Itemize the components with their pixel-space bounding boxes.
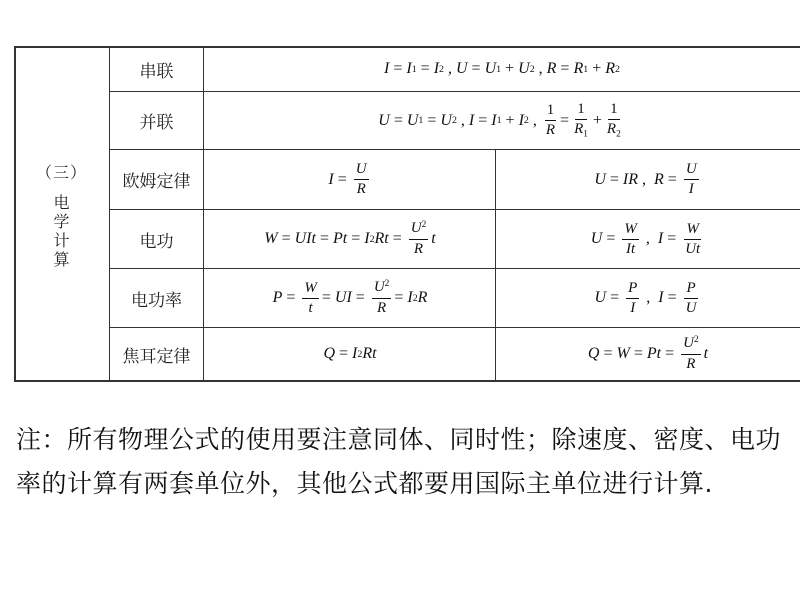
row-label-parallel: 并联 bbox=[139, 113, 174, 133]
formula-ohms-law-right: U = IR , R = $\frac{U}{I}$ bbox=[594, 161, 697, 197]
formula-series: I = I 1 = I 2 , U = U 1 + U 2 , R = R 1 + R 2 bbox=[384, 60, 620, 77]
formula-parallel: U = U 1 = U 2 , I = I 1 + I 2 , $\frac{1}{R}$ = $\frac{1}{R_1}$ + $\frac{1}{R_2}$ bbox=[378, 100, 621, 139]
section-title-char: 计 bbox=[53, 230, 70, 250]
section-number: （三） bbox=[35, 162, 87, 182]
row-label-electric-power: 电功率 bbox=[131, 290, 182, 311]
table-bottom-border bbox=[14, 380, 800, 382]
section-title-char: 学 bbox=[53, 211, 70, 231]
formula-joules-law-right: Q = W = Pt = $\frac{U^2}{R}$ t bbox=[587, 335, 709, 372]
section-title-char: 电 bbox=[53, 192, 70, 212]
formula-electric-work-left: W = UIt = Pt = I 2 Rt = $\frac{U^2}{R}$ t bbox=[264, 220, 436, 257]
formula-electric-work-right: U = $\frac{W}{It}$ , I = $\frac{W}{Ut}$ bbox=[590, 220, 701, 257]
row-label-electric-work: 电功 bbox=[139, 231, 174, 252]
formula-joules-law-left: Q = I 2 Rt bbox=[323, 345, 377, 362]
section-title-char: 算 bbox=[53, 249, 70, 269]
section-label bbox=[14, 46, 109, 382]
section-title bbox=[53, 193, 69, 269]
formula-electric-power-right: U = $\frac{P}{I}$ , I = $\frac{P}{U}$ bbox=[594, 279, 697, 316]
formula-electric-power-left: P = $\frac{W}{t}$ = UI = $\frac{U^2}{R}$ = I 2 R bbox=[272, 279, 428, 316]
row-label-series: 串联 bbox=[139, 61, 174, 82]
row-label-joules-law: 焦耳定律 bbox=[122, 346, 191, 367]
row-label-ohms-law: 欧姆定律 bbox=[122, 172, 191, 192]
footnote: 注：所有物理公式的使用要注意同体、同时性；除速度、密度、电功率的计算有两套单位外，其他公式都要用国际主单位进行计算. bbox=[16, 425, 782, 498]
formula-ohms-law-left: I = $\frac{U}{R}$ bbox=[328, 161, 367, 197]
